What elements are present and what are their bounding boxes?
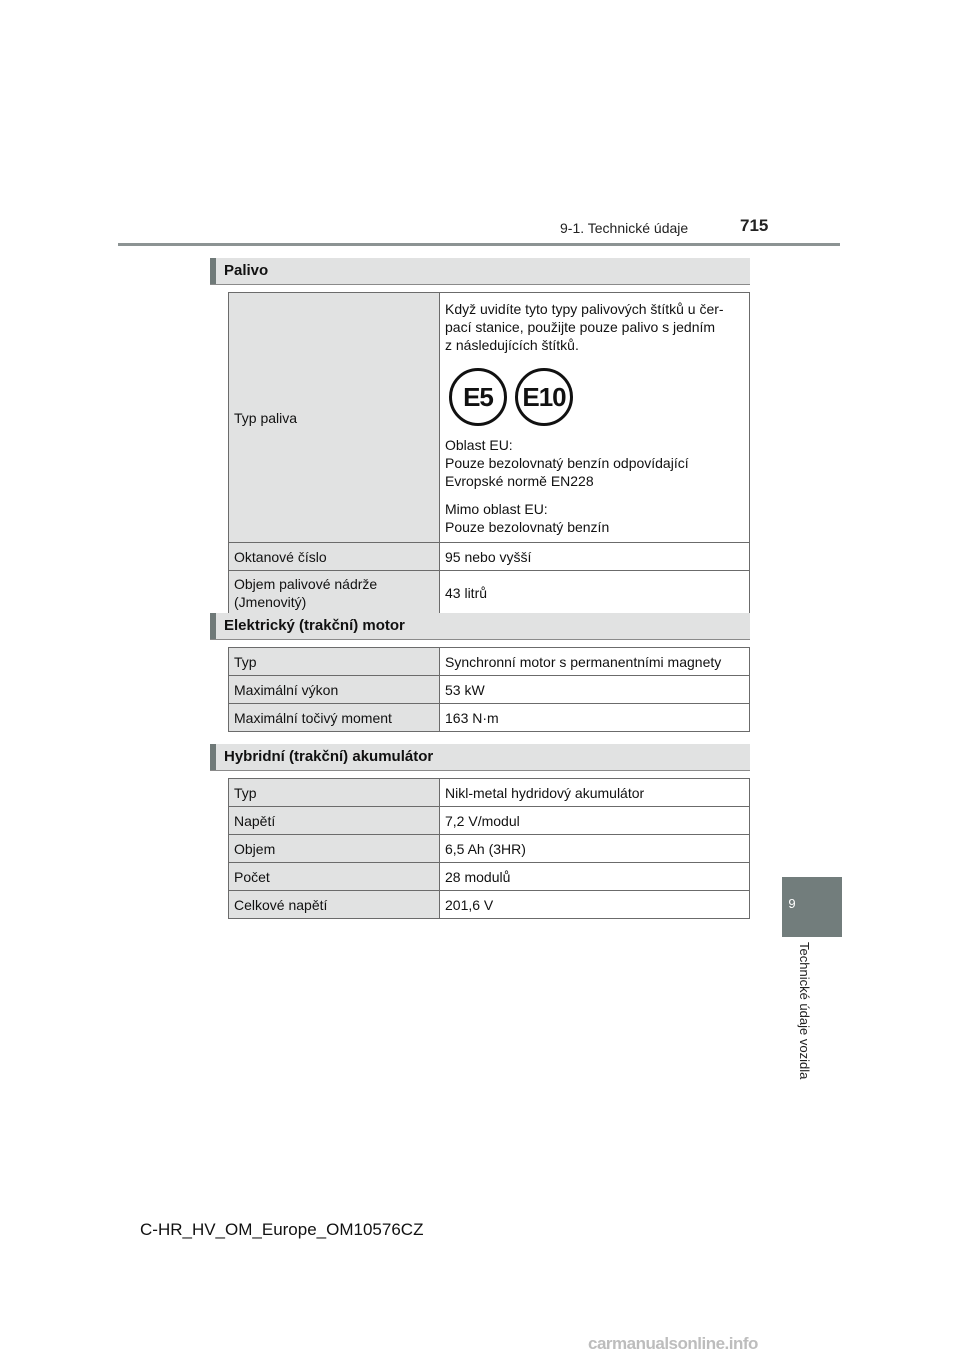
e10-fuel-label-icon: E10 <box>515 368 573 426</box>
table-row <box>229 779 750 807</box>
table-row <box>229 676 750 704</box>
table-key: Objem <box>229 835 440 863</box>
motor-table <box>228 647 750 732</box>
table-key: Maximální točivý moment <box>229 704 440 732</box>
fuel-intro-line: Když uvidíte tyto typy palivových štítků u čer- <box>445 301 724 317</box>
table-key: Typ <box>229 648 440 676</box>
table-key: Oktanové číslo <box>229 543 440 571</box>
eu-text-line: Pouze bezolovnatý benzín odpovídající <box>445 455 689 471</box>
section-heading-motor <box>210 613 750 640</box>
section-heading-fuel-text: Palivo <box>224 262 269 279</box>
table-value: 95 nebo vyšší <box>440 543 750 571</box>
document-code: C-HR_HV_OM_Europe_OM10576CZ <box>140 1220 424 1239</box>
table-row <box>229 863 750 891</box>
header-rule <box>118 243 840 246</box>
table-row <box>229 648 750 676</box>
section-heading-battery-text: Hybridní (trakční) akumulátor <box>224 748 434 765</box>
table-key: Maximální výkon <box>229 676 440 704</box>
section-heading-motor-text: Elektrický (trakční) motor <box>224 617 405 634</box>
section-title: 9-1. Technické údaje <box>560 220 689 236</box>
page-number: 715 <box>740 216 769 235</box>
non-eu-text: Pouze bezolovnatý benzín <box>445 519 610 535</box>
fuel-table <box>228 292 750 616</box>
table-value: 43 litrů <box>440 571 750 616</box>
table-key-line: (Jmenovitý) <box>234 594 307 610</box>
table-value: Nikl-metal hydridový akumulátor <box>440 779 750 807</box>
e5-fuel-label-icon: E5 <box>449 368 507 426</box>
table-value: 53 kW <box>440 676 750 704</box>
table-row <box>229 807 750 835</box>
fuel-intro-line: pací stanice, použijte pouze palivo s jedním <box>445 319 716 335</box>
table-key: Počet <box>229 863 440 891</box>
table-row <box>229 891 750 919</box>
table-value: Synchronní motor s permanentními magnety <box>440 648 750 676</box>
table-row <box>229 293 750 543</box>
table-key: Napětí <box>229 807 440 835</box>
section-heading-battery <box>210 744 750 771</box>
table-value: 7,2 V/modul <box>440 807 750 835</box>
table-value: 163 N·m <box>440 704 750 732</box>
table-row <box>229 571 750 616</box>
fuel-type-value <box>440 293 750 543</box>
fuel-labels <box>449 368 744 426</box>
table-row <box>229 835 750 863</box>
watermark: carmanualsonline.info <box>588 1334 758 1353</box>
table-key: Celkové napětí <box>229 891 440 919</box>
chapter-tab-label: Technické údaje vozidla <box>797 942 812 1080</box>
fuel-type-key: Typ paliva <box>229 293 440 543</box>
table-row <box>229 704 750 732</box>
table-key-line: Objem palivové nádrže <box>234 576 378 592</box>
eu-title: Oblast EU: <box>445 437 513 453</box>
eu-text-line: Evropské normě EN228 <box>445 473 594 489</box>
table-value: 201,6 V <box>440 891 750 919</box>
table-value: 28 modulů <box>440 863 750 891</box>
battery-table <box>228 778 750 919</box>
non-eu-title: Mimo oblast EU: <box>445 501 548 517</box>
table-value: 6,5 Ah (3HR) <box>440 835 750 863</box>
section-heading-fuel <box>210 258 750 285</box>
fuel-intro-line: z následujících štítků. <box>445 337 579 353</box>
table-row <box>229 543 750 571</box>
table-key: Typ <box>229 779 440 807</box>
table-key <box>229 571 440 616</box>
chapter-tab-number: 9 <box>788 896 796 911</box>
